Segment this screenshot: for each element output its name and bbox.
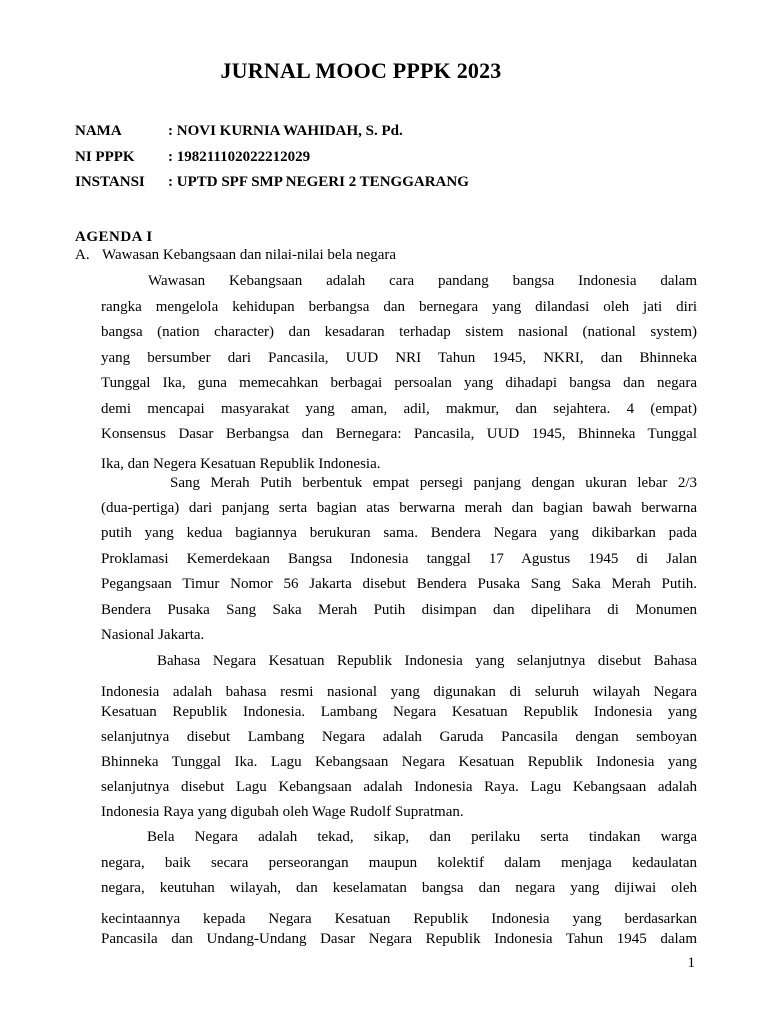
text-line: rangka mengelola kehidupan berbangsa dan bernegara yang dilandasi oleh jati diri xyxy=(101,299,697,315)
document-title: JURNAL MOOC PPPK 2023 xyxy=(220,58,502,83)
text-line: kecintaannya kepada Negara Kesatuan Republik Indonesia yang berdasarkan xyxy=(101,911,697,927)
text-line: Sang Merah Putih berbentuk empat persegi panjang dengan ukuran lebar 2/3 xyxy=(170,475,697,491)
identity-value: : 198211102022212029 xyxy=(168,149,311,165)
text-line: Indonesia adalah bahasa resmi nasional yang digunakan di seluruh wilayah Negara xyxy=(101,684,697,700)
text-line: Bahasa Negara Kesatuan Republik Indonesia yang selanjutnya disebut Bahasa xyxy=(157,653,697,669)
identity-row-ni-pppk xyxy=(75,148,310,166)
text-line: selanjutnya disebut Lagu Kebangsaan adalah Indonesia Raya. Lagu Kebangsaan adalah xyxy=(101,779,697,795)
identity-value: : UPTD SPF SMP NEGERI 2 TENGGARANG xyxy=(168,174,469,190)
text-line: Kesatuan Republik Indonesia. Lambang Negara Kesatuan Republik Indonesia yang xyxy=(101,704,697,720)
identity-label: NAMA xyxy=(75,123,122,139)
text-line: Pegangsaan Timur Nomor 56 Jakarta disebut Bendera Pusaka Sang Saka Merah Putih. xyxy=(101,576,697,592)
identity-value: : NOVI KURNIA WAHIDAH, S. Pd. xyxy=(168,123,403,139)
identity-label: NI PPPK xyxy=(75,149,135,165)
section-heading xyxy=(75,247,396,264)
text-line: negara, keutuhan wilayah, dan keselamatan bangsa dan negara yang dijiwai oleh xyxy=(101,880,697,896)
text-line: Pancasila dan Undang-Undang Dasar Negara Republik Indonesia Tahun 1945 dalam xyxy=(101,931,697,947)
section-title: Wawasan Kebangsaan dan nilai-nilai bela negara xyxy=(102,247,397,263)
page-number: 1 xyxy=(687,955,695,971)
text-line: Proklamasi Kemerdekaan Bangsa Indonesia tanggal 17 Agustus 1945 di Jalan xyxy=(101,551,697,567)
text-line: Nasional Jakarta. xyxy=(101,627,205,643)
text-line: demi mencapai masyarakat yang aman, adil, makmur, dan sejahtera. 4 (empat) xyxy=(101,401,697,417)
text-line: yang bersumber dari Pancasila, UUD NRI Tahun 1945, NKRI, dan Bhinneka xyxy=(101,350,697,366)
identity-row-instansi xyxy=(75,173,469,191)
text-line: Bendera Pusaka Sang Saka Merah Putih disimpan dan dipelihara di Monumen xyxy=(101,602,697,618)
text-line: putih yang kedua bagiannya berukuran sama. Bendera Negara yang dikibarkan pada xyxy=(101,525,697,541)
text-line: Wawasan Kebangsaan adalah cara pandang bangsa Indonesia dalam xyxy=(148,273,697,289)
agenda-heading: AGENDA I xyxy=(75,229,153,245)
text-line: Indonesia Raya yang digubah oleh Wage Rudolf Supratman. xyxy=(101,804,464,820)
text-line: bangsa (nation character) dan kesadaran terhadap sistem nasional (national system) xyxy=(101,324,697,340)
text-line: Konsensus Dasar Berbangsa dan Bernegara: Pancasila, UUD 1945, Bhinneka Tunggal xyxy=(101,426,697,442)
text-line: Tunggal Ika, guna memecahkan berbagai persoalan yang dihadapi bangsa dan negara xyxy=(101,375,697,391)
text-line: (dua-pertiga) dari panjang serta bagian atas berwarna merah dan bagian bawah berwarna xyxy=(101,500,697,516)
text-line: Ika, dan Negera Kesatuan Republik Indonesia. xyxy=(101,456,381,472)
text-line: Bela Negara adalah tekad, sikap, dan perilaku serta tindakan warga xyxy=(147,829,697,845)
identity-label: INSTANSI xyxy=(75,174,145,190)
text-line: Bhinneka Tunggal Ika. Lagu Kebangsaan Negara Kesatuan Republik Indonesia yang xyxy=(101,754,697,770)
section-number: A. xyxy=(75,247,90,263)
text-line: negara, baik secara perseorangan maupun kolektif dalam menjaga kedaulatan xyxy=(101,855,697,871)
identity-row-nama xyxy=(75,122,403,140)
text-line: selanjutnya disebut Lambang Negara adalah Garuda Pancasila dengan semboyan xyxy=(101,729,697,745)
